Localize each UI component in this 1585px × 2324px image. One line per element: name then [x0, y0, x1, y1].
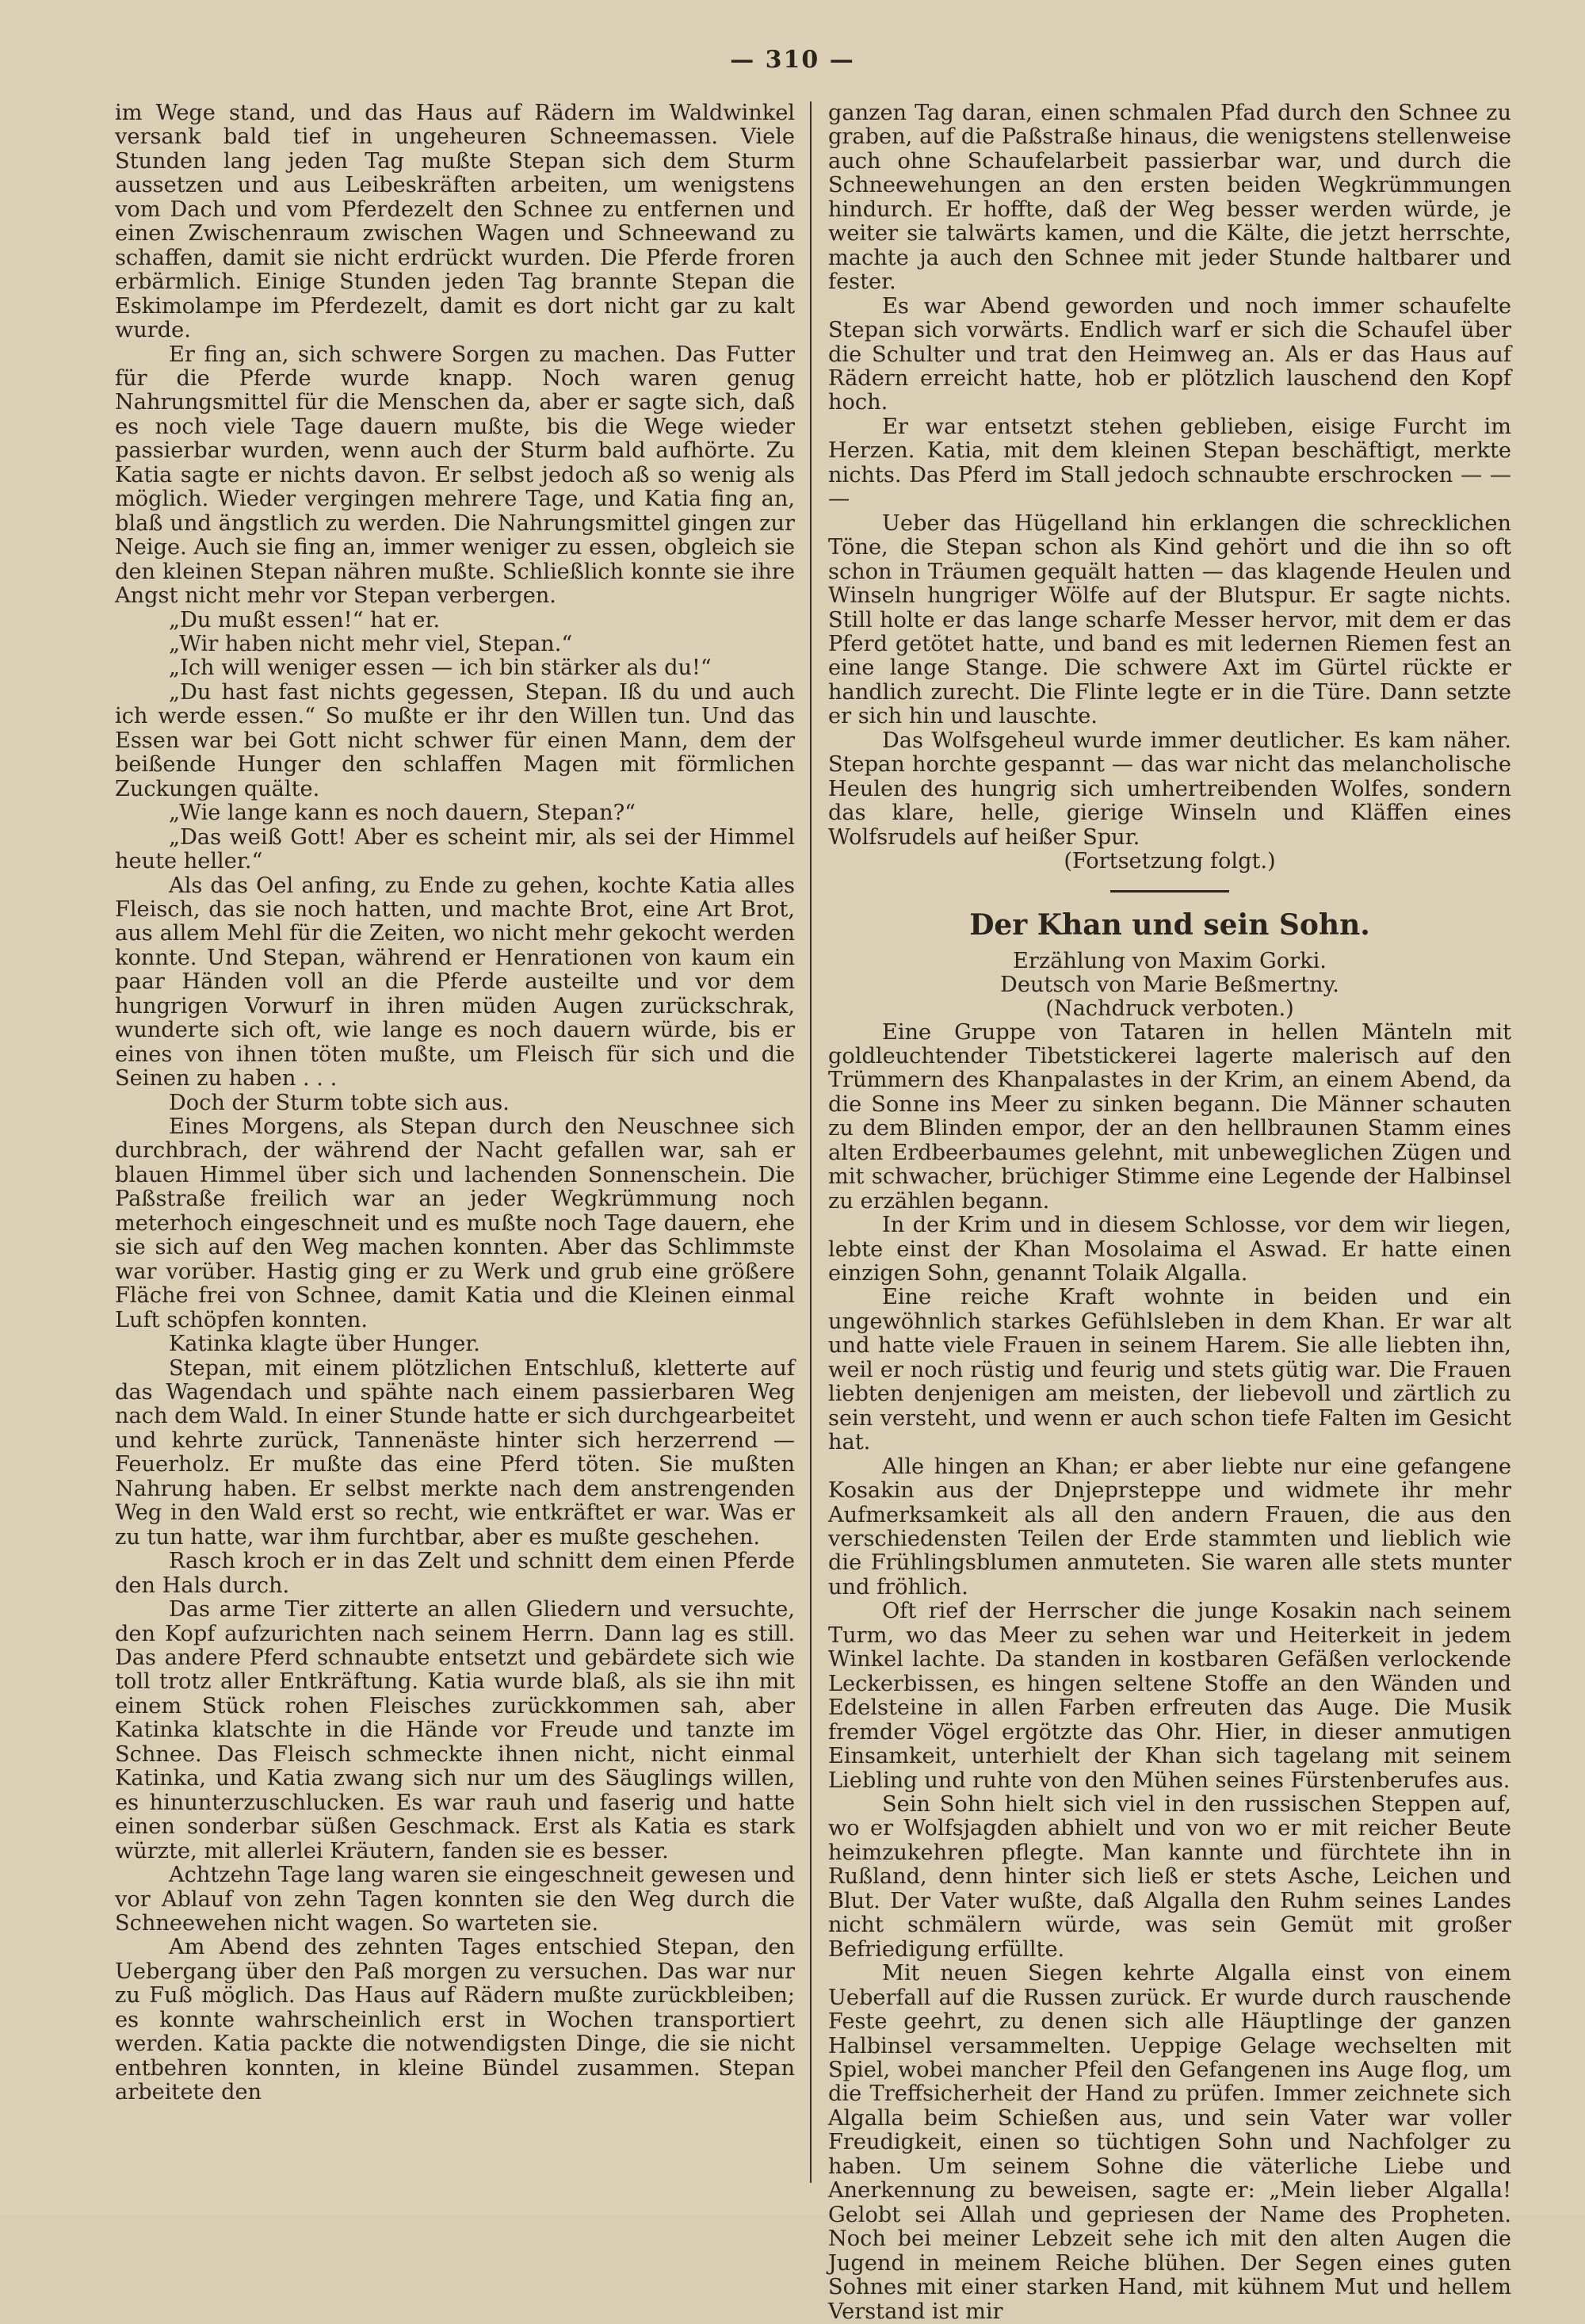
paragraph: Das arme Tier zitterte an allen Gliedern und versuchte, den Kopf aufzurichten nach seinem Herrn. Dann lag es still. Das andere Pferd schnaubte entsetzt und gebärdete sich wie toll trotz aller Entkräftung. Katia wurde blaß, als sie ihn mit einem Stück rohen Fleisches zurückkommen sah, aber Katinka klatschte in die Hände vor Freude und tanzte im Schnee. Das Fleisch schmeckte ihnen nicht, nicht einmal Katinka, und Katia zwang sich nur um des Säuglings willen, es hinunterzuschlucken. Es war rauh und faserig und hatte einen sonderbar süßen Geschmack. Erst als Katia es stark würzte, mit allerlei Kräutern, fanden sie es besser.	[115, 1597, 795, 1863]
paragraph: Er fing an, sich schwere Sorgen zu machen. Das Futter für die Pferde wurde knapp. Noch waren genug Nahrungsmittel für die Menschen da, aber er sagte sich, daß es noch viele Tage dauern mußte, bis die Wege wieder passierbar wurden, wenn auch der Sturm bald aufhörte. Zu Katia sagte er nichts davon. Er selbst jedoch aß so wenig als möglich. Wieder vergingen mehrere Tage, und Katia fing an, blaß und ängstlich zu werden. Die Nahrungsmittel gingen zur Neige. Auch sie fing an, immer weniger zu essen, obgleich sie den kleinen Stepan nähren mußte. Schließlich konnte sie ihre Angst nicht mehr vor Stepan verbergen.	[115, 342, 795, 609]
paragraph: Rasch kroch er in das Zelt und schnitt dem einen Pferde den Hals durch.	[115, 1549, 795, 1598]
paragraph: Stepan, mit einem plötzlichen Entschluß, kletterte auf das Wagendach und spähte nach einem passierbaren Weg nach dem Wald. In einer Stunde hatte er sich durchgearbeitet und kehrte zurück, Tannenäste hinter sich herzerrend — Feuerholz. Er mußte das eine Pferd töten. Sie mußten Nahrung haben. Er selbst merkte nach dem anstrengenden Weg in den Wald erst so recht, wie entkräftet er war. Was er zu tun hatte, war ihm furchtbar, aber es mußte geschehen.	[115, 1355, 795, 1550]
section-separator	[1110, 890, 1229, 893]
serial-continuation	[828, 101, 1511, 850]
paragraph: Katinka klagte über Hunger.	[169, 1332, 480, 1357]
paragraph: Achtzehn Tage lang waren sie eingeschneit gewesen und vor Ablauf von zehn Tagen konnten sie den Weg durch die Schneewehen nicht wagen. So warteten sie.	[115, 1863, 795, 1936]
paragraph: Am Abend des zehnten Tages entschied Stepan, den Uebergang über den Paß morgen zu versuchen. Das war nur zu Fuß möglich. Das Haus auf Rädern mußte zurückbleiben; es konnte wahrscheinlich erst in Wochen transportiert werden. Katia packte die notwendigsten Dinge, die sie nicht entbehren konnten, in kleine Bündel zusammen. Stepan arbeitete den	[115, 1935, 795, 2105]
paragraph: Alle hingen an Khan; er aber liebte nur eine gefangene Kosakin aus der Dnjeprsteppe und widmete ihr mehr Aufmerksamkeit als all den andern Frauen, die aus den verschiedensten Teilen der Erde stammten und lieblich wie die Frühlingsblumen anmuteten. Sie waren alle stets munter und fröhlich.	[828, 1454, 1511, 1600]
paragraph: Sein Sohn hielt sich viel in den russischen Steppen auf, wo er Wolfsjagden abhielt und von wo er mit reicher Beute heimzukehren pflegte. Man kannte und fürchtete ihn in Rußland, denn hinter sich ließ er stets Asche, Leichen und Blut. Der Vater wußte, daß Algalla den Ruhm seines Landes nicht schmälern würde, was sein Gemüt mit großer Befriedigung erfüllte.	[828, 1792, 1511, 1962]
translator-credit: Deutsch von Marie Beßmertny.	[1000, 972, 1339, 997]
paragraph: Eine Gruppe von Tataren in hellen Mänteln mit goldleuchtender Tibetstickerei lagerte malerisch auf den Trümmern des Khanpalastes in der Krim, an einem Abend, da die Sonne ins Meer zu sinken begann. Die Männer schauten zu dem Blinden empor, der an den hellbraunen Stamm eines alten Erdbeerbaumes gelehnt, mit unbeweglichen Zügen und mit schwacher, brüchiger Stimme eine Legende der Halbinsel zu erzählen begann.	[828, 1019, 1511, 1214]
story-title: Der Khan und sein Sohn.	[969, 908, 1370, 942]
right-column	[828, 101, 1511, 2324]
story-subtitle: Erzählung von Maxim Gorki.	[1013, 948, 1327, 973]
paragraph: In der Krim und in diesem Schlosse, vor dem wir liegen, lebte einst der Khan Mosolaima el Aswad. Er hatte einen einzigen Sohn, genannt Tolaik Algalla.	[828, 1213, 1511, 1286]
paragraph: Das Wolfsgeheul wurde immer deutlicher. Es kam näher. Stepan horchte gespannt — das war nicht das melancholische Heulen des hungrig sich umhertreibenden Wolfes, sondern das klare, helle, gierige Winseln und Kläffen eines Wolfsrudels auf heißer Spur.	[828, 728, 1511, 850]
paragraph: im Wege stand, und das Haus auf Rädern im Waldwinkel versank bald tief in ungeheuren Schneemassen. Viele Stunden lang jeden Tag mußte Stepan sich dem Sturm aussetzen und aus Leibeskräften arbeiten, um wenigstens vom Dach und vom Pferdezelt den Schnee zu entfernen und einen Zwischenraum zwischen Wagen und Schneewand zu schaffen, damit sie nicht erdrückt wurden. Die Pferde froren erbärmlich. Einige Stunden jeden Tag brannte Stepan die Eskimolampe im Pferdezelt, damit es dort nicht gar zu kalt wurde.	[115, 101, 795, 343]
reprint-notice: (Nachdruck verboten.)	[1045, 996, 1294, 1021]
left-column	[115, 101, 795, 2199]
story-body	[828, 1021, 1511, 2324]
paragraph: Als das Oel anfing, zu Ende zu gehen, kochte Katia alles Fleisch, das sie noch hatten, und machte Brot, eine Art Brot, aus allem Mehl für die Zeiten, wo nicht mehr gekocht werden konnte. Und Stepan, während er Henrationen von kaum ein paar Händen voll an die Pferde austeilte und vor dem hungrigen Vorwurf in ihren müden Augen zurückschrak, wunderte sich oft, wie lange es noch dauern würde, bis er eines von ihnen töten mußte, um Fleisch für sich und die Seinen zu haben . . .	[115, 873, 795, 1091]
paragraph: Er war entsetzt stehen geblieben, eisige Furcht im Herzen. Katia, mit dem kleinen Stepan beschäftigt, merkte nichts. Das Pferd im Stall jedoch schnaubte erschrocken — — —	[828, 414, 1511, 512]
paragraph: „Wie lange kann es noch dauern, Stepan?“	[169, 801, 636, 826]
paragraph: Oft rief der Herrscher die junge Kosakin nach seinem Turm, wo das Meer zu sehen war und Heiterkeit in jedem Winkel lachte. Da standen in kostbaren Gefäßen verlockende Leckerbissen, es hingen seltene Stoffe an den Wänden und Edelsteine in allen Farben erfreuten das Auge. Die Musik fremder Vögel ergötzte das Ohr. Hier, in dieser anmutigen Einsamkeit, unterhielt der Khan sich tagelang mit seinem Liebling und ruhte von den Mühen seines Fürstenberufes aus.	[828, 1599, 1511, 1793]
paragraph: Eine reiche Kraft wohnte in beiden und ein ungewöhnlich starkes Gefühlsleben in dem Khan. Er war alt und hatte viele Frauen in seinem Harem. Sie alle liebten ihn, weil er noch rüstig und feurig und stets gütig war. Die Frauen liebten denjenigen am meisten, der liebevoll und zärtlich zu sein versteht, und wenn er auch schon tiefe Falten im Gesicht hat.	[828, 1285, 1511, 1455]
continued-note: (Fortsetzung folgt.)	[1064, 849, 1276, 874]
paragraph: Eines Morgens, als Stepan durch den Neuschnee sich durchbrach, der während der Nacht gefallen war, sah er blauen Himmel über sich und lachenden Sonnenschein. Die Paßstraße freilich war an jeder Wegkrümmung noch meterhoch eingeschneit und es mußte noch Tage dauern, ehe sie sich auf den Weg machen konnten. Aber das Schlimmste war vorüber. Hastig ging er zu Werk und grub eine größere Fläche frei von Schnee, damit Katia und die Kleinen einmal Luft schöpfen konnten.	[115, 1114, 795, 1332]
paragraph: Ueber das Hügelland hin erklangen die schrecklichen Töne, die Stepan schon als Kind gehört und die ihn so oft schon in Träumen gequält hatten — das klagende Heulen und Winseln hungriger Wölfe auf der Blutspur. Er sagte nichts. Still holte er das lange scharfe Messer hervor, mit dem er das Pferd getötet hatte, und band es mit ledernen Riemen fest an eine lange Stange. Die schwere Axt im Gürtel rückte er handlich zurecht. Die Flinte legte er in die Türe. Dann setzte er sich hin und lauschte.	[828, 510, 1511, 729]
paragraph: Mit neuen Siegen kehrte Algalla einst von einem Ueberfall auf die Russen zurück. Er wurde durch rauschende Feste geehrt, zu denen sich alle Häuptlinge der ganzen Halbinsel versammelten. Ueppige Gelage wechselten mit Spiel, wobei mancher Pfeil den Gefangenen ins Auge flog, um die Treffsicherheit der Hand zu prüfen. Immer zeichnete sich Algalla beim Schießen aus, und sein Vater war voller Freudigkeit, einen so tüchtigen Sohn und Nachfolger zu haben. Um seinem Sohne die väterliche Liebe und Anerkennung zu beweisen, sagte er: „Mein lieber Algalla! Gelobt sei Allah und gepriesen der Name des Propheten. Noch bei meiner Lebzeit sehe ich mit den alten Augen die Jugend in meinem Reiche blühen. Der Segen eines guten Sohnes mit einer starken Hand, mit kühnem Mut und hellem Verstand ist mir	[828, 1961, 1511, 2324]
paragraph: Es war Abend geworden und noch immer schaufelte Stepan sich vorwärts. Endlich warf er sich die Schaufel über die Schulter und trat den Heimweg an. Als er das Haus auf Rädern erreicht hatte, hob er plötzlich lauschend den Kopf hoch.	[828, 293, 1511, 415]
paragraph: „Wir haben nicht mehr viel, Stepan.“	[169, 631, 573, 656]
paragraph: „Du hast fast nichts gegessen, Stepan. Iß du und auch ich werde essen.“ So mußte er ihr den Willen tun. Und das Essen war bei Gott nicht schwer für einen Mann, dem der beißende Hunger den schlaffen Magen mit förmlichen Zuckungen quälte.	[115, 679, 795, 801]
column-divider	[810, 101, 812, 2183]
paragraph: „Ich will weniger essen — ich bin stärker als du!“	[169, 656, 712, 681]
paragraph: „Das weiß Gott! Aber es scheint mir, als sei der Himmel heute heller.“	[115, 824, 795, 874]
paragraph: ganzen Tag daran, einen schmalen Pfad durch den Schnee zu graben, auf die Paßstraße hinaus, die wenigstens stellenweise auch ohne Schaufelarbeit passierbar war, und durch die Schneewehungen an den ersten beiden Wegkrümmungen hindurch. Er hoffte, daß der Weg besser werden würde, je weiter sie talwärts kamen, und die Kälte, die jetzt herrschte, machte ja auch den Schnee mit jeder Stunde haltbarer und fester.	[828, 101, 1511, 295]
page-number: — 310 —	[730, 46, 855, 74]
paragraph: „Du mußt essen!“ hat er.	[169, 607, 441, 633]
paragraph: Doch der Sturm tobte sich aus.	[169, 1090, 510, 1115]
